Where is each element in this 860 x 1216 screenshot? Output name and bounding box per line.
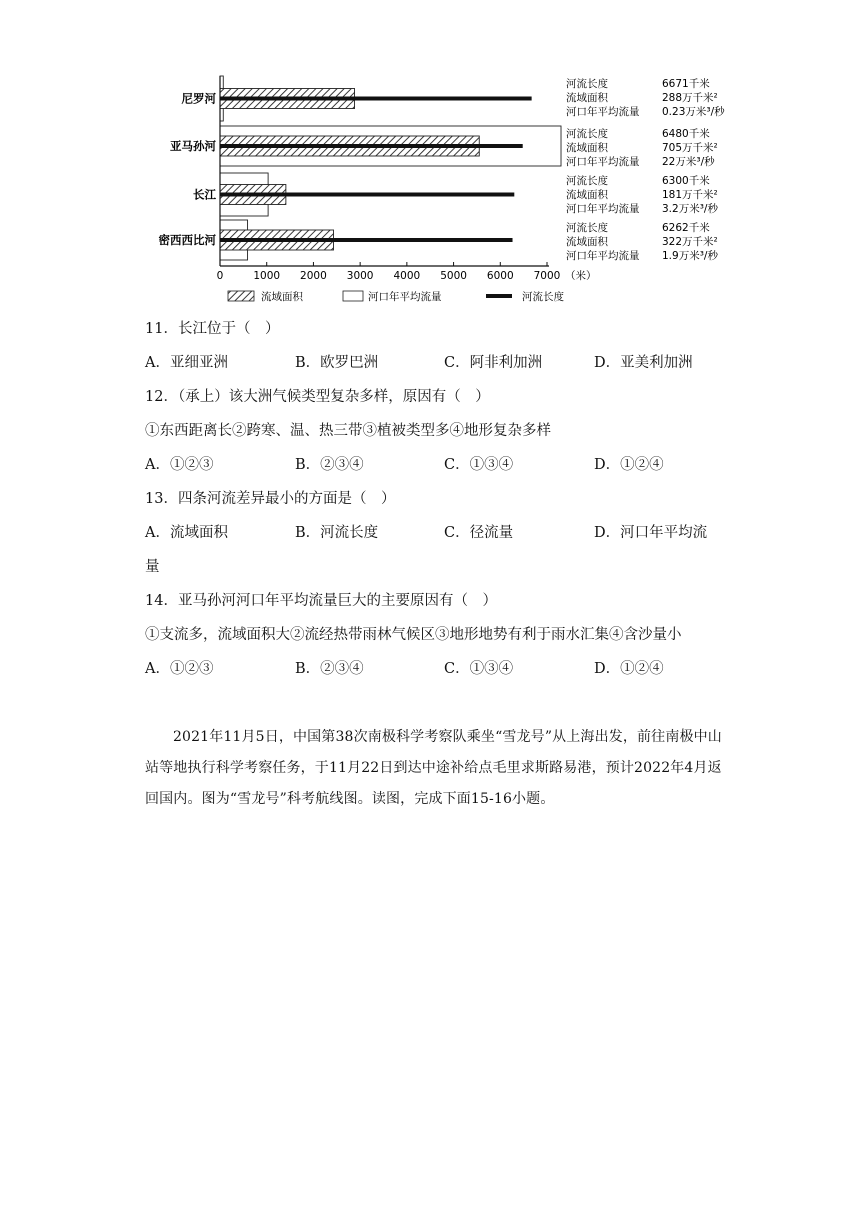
legend-label-length: 河流长度 (522, 291, 564, 303)
annotation-value: 0.23万米³/秒 (662, 106, 725, 118)
x-tick-label: 6000 (486, 270, 514, 282)
q13-option-d-wrap: 量 (145, 559, 160, 575)
passage-15-16: 2021年11月5日，中国第38次南极科学考察队乘坐“雪龙号”从上海出发，前往南极中山站等地执行科学考察任务，于11月22日到达中途补给点毛里求斯路易港，预计2022年4月返回国内。图为“雪龙号”科考航线图。读图，完成下面15-16小题。 (145, 729, 722, 807)
x-axis-unit: （米） (565, 270, 597, 282)
question-12-statement: ①东西距离长②跨寒、温、热三带③植被类型多④地形复杂多样 (145, 423, 551, 439)
q13-option-c[interactable]: C．径流量 (444, 525, 514, 541)
annotation-label: 流域面积 (566, 189, 608, 201)
question-11-stem: 11．长江位于（ ） (145, 321, 280, 337)
annotation-label: 流域面积 (566, 236, 608, 248)
q11-option-c[interactable]: C．阿非利加洲 (444, 355, 543, 371)
q14-option-d[interactable]: D．①②④ (594, 661, 664, 677)
annotation-label: 流域面积 (566, 142, 608, 154)
question-14-statement: ①支流多，流域面积大②流经热带雨林气候区③地形地势有利于雨水汇集④含沙量小 (145, 627, 682, 643)
category-label: 亚马孙河 (170, 139, 216, 153)
question-12-stem: 12．（承上）该大洲气候类型复杂多样，原因有（ ） (145, 389, 490, 405)
annotation-label: 河流长度 (566, 128, 608, 140)
q13-option-a[interactable]: A．流域面积 (145, 525, 228, 541)
bar-river-length (220, 238, 513, 242)
q11-option-d[interactable]: D．亚美利加洲 (594, 355, 693, 371)
x-tick-label: 0 (216, 270, 224, 282)
annotation-label: 河流长度 (566, 222, 608, 234)
category-label: 长江 (193, 187, 216, 202)
q14-option-b[interactable]: B．②③④ (295, 661, 364, 677)
annotation-value: 322万千米² (662, 236, 718, 248)
question-14-stem: 14．亚马孙河河口年平均流量巨大的主要原因有（ ） (145, 593, 497, 609)
annotation-value: 6480千米 (662, 128, 710, 140)
q14-option-c[interactable]: C．①③④ (444, 661, 514, 677)
annotation-label: 流域面积 (566, 92, 608, 104)
legend-label-discharge: 河口年平均流量 (368, 291, 442, 303)
legend-swatch-length (486, 294, 512, 298)
annotation-value: 6671千米 (662, 78, 710, 90)
x-tick-label: 5000 (440, 270, 467, 282)
legend-swatch-area (228, 291, 254, 301)
annotation-label: 河口年平均流量 (566, 250, 640, 262)
annotation-value: 705万千米² (662, 142, 718, 154)
annotation-value: 181万千米² (662, 189, 718, 201)
annotation-label: 河流长度 (566, 175, 608, 187)
q13-option-d[interactable]: D．河口年平均流 (594, 525, 708, 541)
plot-area (220, 76, 561, 260)
annotation-label: 河口年平均流量 (566, 106, 640, 118)
category-labels (159, 92, 217, 248)
q12-option-c[interactable]: C．①③④ (444, 457, 514, 473)
legend-label-area: 流域面积 (261, 291, 303, 303)
x-tick-label: 2000 (300, 270, 327, 282)
q14-option-a[interactable]: A．①②③ (145, 661, 214, 677)
category-label: 尼罗河 (181, 91, 216, 106)
x-tick-label: 4000 (393, 270, 421, 282)
q11-option-b[interactable]: B．欧罗巴洲 (295, 355, 379, 371)
river-comparison-chart (150, 70, 770, 310)
x-tick-label: 1000 (253, 270, 281, 282)
river-annotations (566, 77, 725, 262)
annotation-label: 河流长度 (566, 78, 608, 90)
bar-river-length (220, 193, 514, 197)
annotation-value: 3.2万米³/秒 (662, 203, 718, 215)
chart-legend (228, 290, 564, 303)
annotation-label: 河口年平均流量 (566, 156, 640, 168)
q12-option-b[interactable]: B．②③④ (295, 457, 364, 473)
bar-river-length (220, 97, 532, 101)
question-13-stem: 13．四条河流差异最小的方面是（ ） (145, 491, 396, 507)
q13-option-b[interactable]: B．河流长度 (295, 525, 379, 541)
q12-option-a[interactable]: A．①②③ (145, 457, 214, 473)
q12-option-d[interactable]: D．①②④ (594, 457, 664, 473)
annotation-value: 22万米³/秒 (662, 156, 715, 168)
x-tick-label: 7000 (533, 270, 561, 282)
annotation-label: 河口年平均流量 (566, 203, 640, 215)
annotation-value: 6300千米 (662, 175, 710, 187)
annotation-value: 6262千米 (662, 222, 710, 234)
legend-swatch-discharge (343, 291, 363, 301)
q11-option-a[interactable]: A．亚细亚洲 (145, 355, 228, 371)
category-label: 密西西比河 (158, 233, 216, 247)
annotation-value: 288万千米² (662, 92, 718, 104)
bar-river-length (220, 144, 523, 148)
annotation-value: 1.9万米³/秒 (662, 250, 718, 262)
x-tick-label: 3000 (346, 270, 374, 282)
